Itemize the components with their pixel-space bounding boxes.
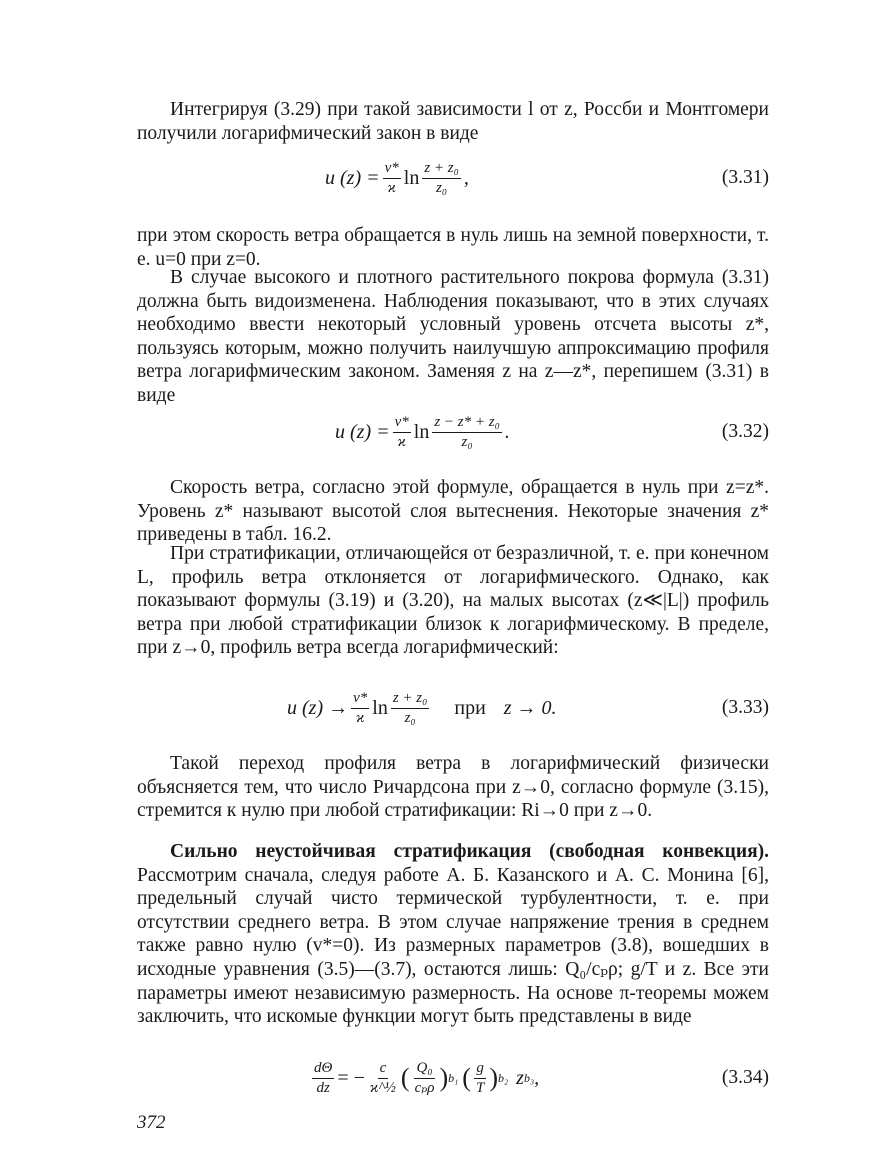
paragraph-text: При стратификации, отличающейся от безразличной, т. е. при конечном L, профиль ветра отклоняется от логарифмического. Однако, как показывают формулы (3.19) и (3.20), на малых высотах (z≪|L|) профиль ветра при любой стратификации близок к логарифмическому. В пределе, при z→0, профиль ветра всегда логарифмический: xyxy=(137,543,769,659)
paragraph-1 xyxy=(137,98,769,145)
page-number: 372 xyxy=(137,1112,166,1133)
fraction: $\frac{d\Theta}{dz}$ xyxy=(314,1059,333,1096)
eq-lhs: u (z) → xyxy=(287,696,349,719)
fraction: $\frac{\text{Q₀}}{\text{cₚρ}}$ xyxy=(414,1059,435,1096)
equation-3-34: $\frac{d\Theta}{dz}$ = − $\frac{c}{\text{ϰ\textasciicircum{}½}}$ ( $\frac{\text{Q₀}}{\text{cₚρ}}$ ) b₁ ( $\frac{g}{T}$ ) b₂ z b₃ , (3.34) xyxy=(137,1050,769,1106)
ln-operator: ln xyxy=(403,166,420,189)
ln-operator: ln xyxy=(372,696,388,719)
equation-number: (3.32) xyxy=(721,421,769,442)
equation-3-32: u (z) = $\frac{v*}{ϰ}$ ln $\frac{\text{z − z* + z₀}}{\text{z₀}}$ . (3.32) xyxy=(137,404,769,460)
fraction: $\frac{\text{z + z₀}}{\text{z₀}}$ xyxy=(392,689,428,726)
exponent: b₂ xyxy=(497,1070,509,1085)
paragraph-text: Такой переход профиля ветра в логарифмический физически объясняется тем, что число Ричардсона при z→0, согласно формуле (3.15), стремится к нулю при любой стратификации: Ri→0 при z→0. xyxy=(137,753,769,822)
equation-3-31: u (z) = $\frac{v*}{ϰ}$ ln $\frac{\text{z + z₀}}{\text{z₀}}$ , (3.31) xyxy=(137,150,769,206)
paragraph-text: Скорость ветра, согласно этой формуле, обращается в нуль при z=z*. Уровень z* называют высотой слоя вытеснения. Некоторые значения z* приведены в табл. 16.2. xyxy=(137,477,769,546)
fraction: $\frac{\text{z − z* + z₀}}{\text{z₀}}$ xyxy=(434,413,500,450)
condition-word: при xyxy=(454,696,486,719)
equation-number: (3.33) xyxy=(721,697,769,718)
fraction: $\frac{\text{z + z₀}}{\text{z₀}}$ xyxy=(424,159,459,196)
equals-minus: = − xyxy=(337,1066,365,1089)
fraction: $\frac{v*}{ϰ}$ xyxy=(353,689,368,726)
paragraph-5 xyxy=(137,542,769,660)
equation-number: (3.34) xyxy=(721,1067,769,1088)
paragraph-3 xyxy=(137,266,769,408)
fraction: $\frac{g}{T}$ xyxy=(475,1059,485,1096)
exponent: b₁ xyxy=(448,1070,459,1085)
paragraph-6 xyxy=(137,752,769,823)
paragraph-body: Рассмотрим сначала, следуя работе А. Б. Казанского и А. С. Монина [6], предельный случай чисто термической турбулентности, т. е. при отсутствии среднего ветра. В этом случае напряжение трения в среднем также равно нулю (v*=0). Из размерных параметров (3.8), вошедших в исходные уравнения (3.5)—(3.7), остаются лишь: Q₀/cₚρ; g/T и z. Все эти параметры имеют независимую размерность. На основе π-теоремы можем заключить, что искомые функции могут быть представлены в виде xyxy=(137,864,769,1028)
equation-number: (3.31) xyxy=(721,167,769,188)
fraction: $\frac{v*}{ϰ}$ xyxy=(384,159,399,196)
paragraph-2 xyxy=(137,224,769,271)
fraction: $\frac{v*}{ϰ}$ xyxy=(394,413,409,450)
paragraph-text: В случае высокого и плотного растительного покрова формула (3.31) должна быть видоизменена. Наблюдения показывают, что в этих случаях необходимо ввести некоторый условный уровень отсчета высоты z*, пользуясь которым, можно получить наилучшую аппроксимацию профиля ветра логарифмическим законом. Заменяя z на z—z*, перепишем (3.31) в виде xyxy=(137,267,769,406)
section-heading: Сильно неустойчивая стратификация (свободная конвекция). xyxy=(170,841,769,862)
condition: z → 0. xyxy=(503,696,557,719)
paragraph-text: при этом скорость ветра обращается в нуль лишь на земной поверхности, т. е. u=0 при z=0. xyxy=(137,225,769,270)
paragraph-4 xyxy=(137,476,769,547)
fraction: $\frac{c}{\text{ϰ\textasciicircum{}½}}$ xyxy=(369,1059,396,1096)
paragraph-text xyxy=(137,840,769,1029)
paragraph-text: Интегрируя (3.29) при такой зависимости l от z, Россби и Монтгомери получили логарифмический закон в виде xyxy=(137,99,769,144)
paragraph-7 xyxy=(137,840,769,1029)
eq-lhs: u (z) = xyxy=(325,166,380,189)
eq-lhs: u (z) = xyxy=(335,420,390,443)
equation-3-33 xyxy=(137,680,769,736)
ln-operator: ln xyxy=(413,420,430,443)
exponent: b₃ xyxy=(523,1070,535,1085)
